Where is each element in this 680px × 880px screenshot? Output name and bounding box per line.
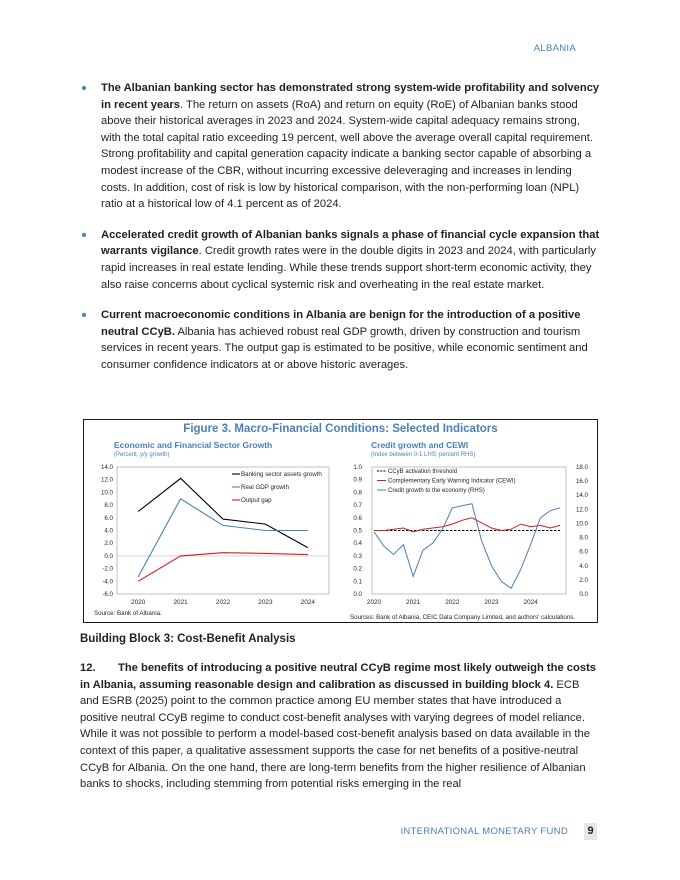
x-tick-label: 2021: [406, 599, 421, 606]
y-right-tick-label: 16.0: [575, 478, 588, 486]
y-left-tick-label: 0.0: [353, 591, 362, 598]
y-tick-label: 12.0: [100, 476, 113, 484]
y-right-tick-label: 10.0: [575, 520, 588, 528]
numbered-paragraph: [80, 660, 601, 793]
x-tick-label: 2022: [215, 599, 231, 606]
left-panel-subtitle: (Percent, y/y growth): [114, 452, 170, 458]
legend-label: Real GDP growth: [241, 484, 290, 491]
y-right-tick-label: 2.0: [579, 576, 588, 584]
bullet-icon: [82, 313, 86, 317]
y-tick-label: 6.0: [104, 514, 113, 522]
footer-org: INTERNATIONAL MONETARY FUND: [400, 826, 568, 837]
left-panel-source: Source: Bank of Albania.: [94, 610, 162, 617]
y-tick-label: -6.0: [102, 591, 113, 598]
bullet-text: . The return on assets (RoA) and return on equity (RoE) of Albanian banks stood above their historical averages in 2023 and 2024. System-wide capital adequacy remains strong, with the total capital ratio exceeding 19 percent, well above the average overall capital requirement. Strong profitability and capital generation capacity indicate a banking sector capable of absorbing a modest increase of the CBR, without incurring excessive deleveraging and increases in lending costs. In addition, cost of risk is low by historical comparison, with the non-performing loan (NPL) ratio at a historical low of 4.1 percent as of 2024.: [101, 98, 593, 211]
y-left-tick-label: 0.9: [353, 476, 362, 484]
y-left-tick-label: 0.1: [353, 578, 362, 586]
y-right-tick-label: 12.0: [575, 506, 588, 514]
y-right-tick-label: 18.0: [575, 464, 588, 471]
y-left-tick-label: 0.5: [353, 527, 362, 535]
legend-label: Complementary Early Warning Indicator (CEWI): [388, 478, 516, 485]
left-panel-title: Economic and Financial Sector Growth: [114, 440, 273, 450]
y-left-tick-label: 0.7: [353, 502, 362, 510]
series-line: [374, 504, 560, 589]
right-panel-title: Credit growth and CEWI: [371, 440, 469, 450]
x-tick-label: 2024: [523, 599, 538, 606]
x-tick-label: 2023: [484, 599, 499, 606]
y-left-tick-label: 1.0: [353, 464, 362, 471]
bullet-list: [80, 80, 600, 388]
y-right-tick-label: 4.0: [579, 562, 588, 570]
legend-label: Output gap: [241, 497, 272, 504]
bullet-item: [80, 227, 600, 293]
bullet-lead: Accelerated credit growth of Albanian banks signals a phase of financial cycle expansion that warrants vigilance: [101, 228, 600, 258]
y-right-tick-label: 0.0: [579, 591, 588, 598]
legend-label: Credit growth to the economy (RHS): [388, 488, 485, 494]
legend-label: CCyB activation threshold: [388, 469, 458, 475]
y-left-tick-label: 0.3: [353, 552, 362, 560]
legend-label: Banking sector assets growth: [241, 471, 322, 478]
plot-frame: [372, 467, 566, 594]
paragraph-number: 12.: [80, 662, 96, 674]
y-left-tick-label: 0.6: [353, 514, 362, 522]
y-tick-label: 10.0: [100, 489, 113, 497]
bullet-item: [80, 307, 600, 373]
x-tick-label: 2023: [258, 599, 273, 606]
bullet-text: Albania has achieved robust real GDP growth, driven by construction and tourism services in recent years. The output gap is estimated to be positive, while economic sentiment and consumer confidence indicators at or above historic averages.: [101, 325, 588, 371]
y-right-tick-label: 14.0: [575, 492, 588, 500]
figure-title: Figure 3. Macro-Financial Conditions: Selected Indicators: [183, 423, 498, 435]
paragraph-text: ECB and ESRB (2025) point to the common practice among EU member states that have introduced a positive neutral CCyB regime to conduct cost-benefit analyses with varying degrees of model reliance. While it was not possible to perform a model-based cost-benefit analysis based on data available in the context of this paper, a qualitative assessment supports the case for net benefits of a positive-neutral CCyB for Albania. On the one hand, there are long-term benefits from the higher resilience of Albanian banks to shocks, including stemming from potential risks emerging in the real: [80, 678, 590, 791]
y-tick-label: 8.0: [104, 502, 113, 510]
running-header: ALBANIA: [533, 43, 576, 54]
series-line: [374, 518, 560, 532]
bullet-icon: [82, 233, 86, 237]
bullet-lead: The Albanian banking sector has demonstrated strong system-wide profitability and solvency in recent years: [101, 82, 600, 111]
bullet-lead: Current macroeconomic conditions in Albania are benign for the introduction of a positive neutral CCyB.: [101, 309, 581, 338]
y-right-tick-label: 8.0: [579, 534, 588, 542]
x-tick-label: 2021: [173, 599, 188, 606]
y-tick-label: 14.0: [100, 464, 113, 471]
paragraph-lead: The benefits of introducing a positive neutral CCyB regime most likely outweigh the costs in Albania, assuming reasonable design and calibration as discussed in building block 4.: [80, 662, 597, 691]
y-right-tick-label: 6.0: [579, 548, 588, 556]
right-panel-source: Sources: Bank of Albania, CEIC Data Company Limited, and authors' calculations.: [350, 614, 576, 621]
y-tick-label: -2.0: [102, 565, 113, 573]
y-left-tick-label: 0.8: [353, 489, 362, 497]
y-left-tick-label: 0.4: [353, 540, 362, 548]
bullet-icon: [82, 86, 86, 90]
page-number: 9: [584, 823, 597, 840]
bullet-text: . Credit growth rates were in the double digits in 2023 and 2024, with particularly rapid increases in real estate lending. While these trends support short-term economic activity, they also raise concerns about cyclical systemic risk and overheating in the real estate market.: [101, 245, 597, 291]
x-tick-label: 2020: [131, 599, 146, 606]
section-heading: Building Block 3: Cost-Benefit Analysis: [80, 633, 296, 645]
y-left-tick-label: 0.2: [353, 565, 362, 573]
y-tick-label: 2.0: [104, 540, 113, 548]
right-chart: [84, 420, 597, 610]
figure-box: [83, 419, 598, 623]
y-tick-label: -4.0: [102, 578, 113, 586]
y-tick-label: 4.0: [104, 527, 113, 535]
x-tick-label: 2022: [445, 599, 460, 606]
bullet-item: [80, 80, 600, 213]
y-tick-label: 0.0: [104, 552, 113, 560]
x-tick-label: 2024: [300, 599, 315, 606]
x-tick-label: 2020: [366, 599, 382, 606]
right-panel-subtitle: (Index between 0-1 LHS; percent RHS): [371, 452, 476, 458]
